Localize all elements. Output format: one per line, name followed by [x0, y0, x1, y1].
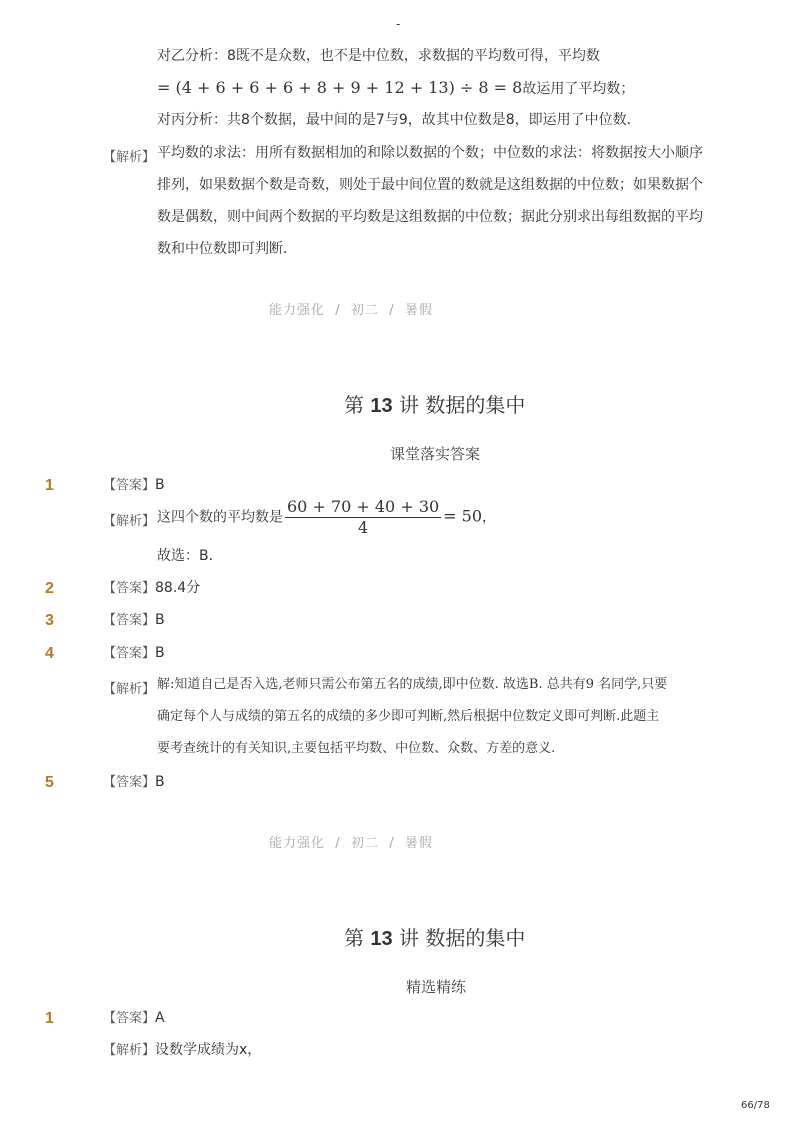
comma: ，: [482, 509, 497, 526]
question-number: 1: [45, 1010, 54, 1027]
analysis-row: [103, 1043, 261, 1057]
analysis-text-line: 数和中位数即可判断．: [157, 241, 297, 257]
analysis-line-bing: 对丙分析：共8个数据，最中间的是7与9，故其中位数是8，即运用了中位数．: [157, 112, 641, 128]
analysis-tag: 【解析】: [103, 150, 156, 165]
footer-brand-part: 初二: [350, 303, 379, 318]
answer-value: A: [155, 1010, 165, 1026]
page-number: 66/78: [741, 1100, 770, 1111]
answer-tag: 【答案】: [103, 646, 156, 661]
footer-brand-part: 暑假: [404, 836, 433, 851]
analysis-line-mean-formula: [157, 80, 634, 96]
answer-row: [103, 1011, 165, 1025]
footer-brand-part: 初二: [350, 836, 379, 851]
analysis-text-line: 解:知道自己是否入选,老师只需公布第五名的成绩,即中位数. 故选B. 总共有9 名同学,只要: [157, 677, 668, 692]
answer-tag: 【答案】: [103, 1011, 156, 1026]
fraction-result: = 50: [443, 506, 483, 526]
footer-brand: [269, 299, 433, 318]
section-subtitle: 课堂落实答案: [390, 445, 481, 463]
answer-tag: 【答案】: [103, 478, 156, 493]
footer-separator: /: [389, 836, 395, 851]
answer-value: B: [155, 645, 165, 661]
analysis-text-line: 要考查统计的有关知识,主要包括平均数、中位数、众数、方差的意义.: [157, 741, 556, 756]
analysis-text-line: 数是偶数，则中间两个数据的平均数是这组数据的中位数；据此分别求出每组数据的平均: [157, 209, 703, 225]
footer-brand-part: 能力强化: [269, 303, 326, 318]
top-mark: -: [396, 17, 401, 31]
question-number: 5: [45, 774, 54, 791]
fraction: [285, 499, 441, 536]
lecture-title-suffix: 讲 数据的集中: [398, 393, 526, 417]
analysis-text-line: 确定每个人与成绩的第五名的成绩的多少即可判断,然后根据中位数定义即可判断.此题主: [157, 709, 660, 724]
analysis-tag: 【解析】: [103, 514, 156, 529]
section-subtitle: 精选精练: [406, 978, 467, 996]
analysis-text: 设数学成绩为x，: [155, 1042, 262, 1058]
footer-brand: [269, 832, 433, 851]
question-number: 3: [45, 612, 54, 629]
lecture-number: 13: [370, 395, 393, 417]
answer-value: 88.4分: [155, 580, 201, 596]
fraction-denominator: 4: [357, 518, 369, 537]
choose-line: 故选：B．: [157, 548, 223, 564]
answer-row: [103, 613, 165, 627]
question-number: 1: [45, 477, 54, 494]
lecture-number: 13: [370, 928, 393, 950]
answer-row: [103, 775, 165, 789]
answer-tag: 【答案】: [103, 581, 156, 596]
answer-row: [103, 478, 165, 492]
lecture-title: [344, 922, 525, 951]
footer-brand-part: 暑假: [404, 303, 433, 318]
mean-formula-conclusion: 故运用了平均数；: [522, 81, 635, 97]
lecture-title: [344, 389, 525, 418]
lecture-title-prefix: 第: [344, 393, 364, 417]
analysis-mean-calc: [157, 499, 496, 536]
answer-row: [103, 646, 165, 660]
analysis-text: 这四个数的平均数是: [157, 509, 283, 526]
answer-tag: 【答案】: [103, 775, 156, 790]
analysis-tag: 【解析】: [103, 682, 156, 697]
lecture-title-suffix: 讲 数据的集中: [398, 926, 526, 950]
footer-separator: /: [335, 836, 341, 851]
analysis-text-line: 排列，如果数据个数是奇数，则处于最中间位置的数就是这组数据的中位数；如果数据个: [157, 177, 703, 193]
analysis-tag: 【解析】: [103, 1043, 156, 1058]
mean-formula: = (4 + 6 + 6 + 6 + 8 + 9 + 12 + 13) ÷ 8 = 8: [157, 78, 523, 97]
analysis-text-line: 平均数的求法：用所有数据相加的和除以数据的个数；中位数的求法：将数据按大小顺序: [157, 145, 703, 161]
analysis-line-yi: 对乙分析：8既不是众数，也不是中位数，求数据的平均数可得，平均数: [157, 48, 600, 64]
fraction-numerator: 60 + 70 + 40 + 30: [287, 497, 440, 516]
footer-separator: /: [389, 303, 395, 318]
answer-tag: 【答案】: [103, 613, 156, 628]
answer-value: B: [155, 774, 165, 790]
footer-brand-part: 能力强化: [269, 836, 326, 851]
answer-value: B: [155, 612, 165, 628]
footer-separator: /: [335, 303, 341, 318]
answer-value: B: [155, 477, 165, 493]
answer-row: [103, 581, 200, 595]
question-number: 2: [45, 580, 54, 597]
lecture-title-prefix: 第: [344, 926, 364, 950]
question-number: 4: [45, 645, 54, 662]
